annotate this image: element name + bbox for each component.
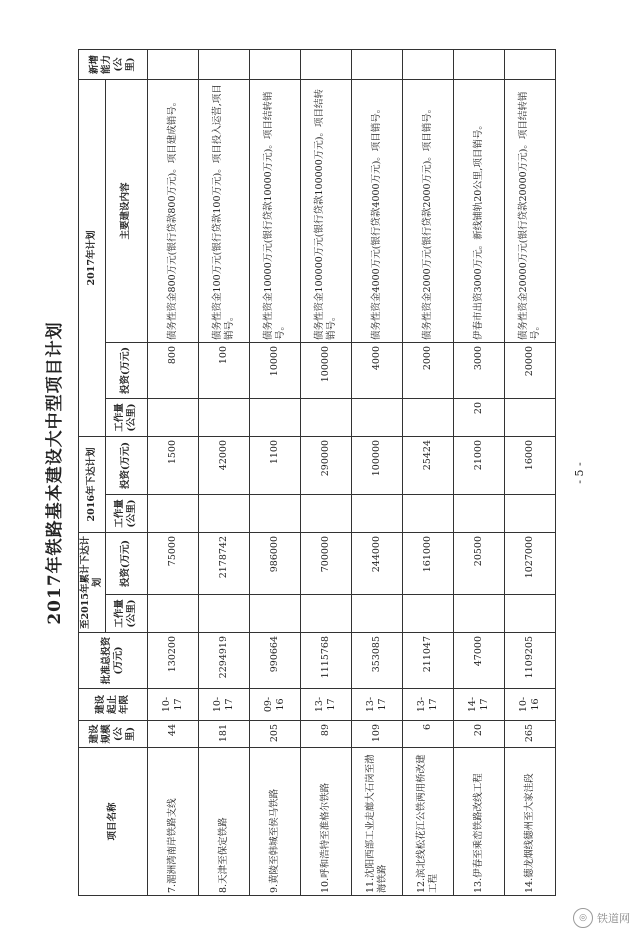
table-row (402, 49, 453, 895)
cum-investment-cell: 700000 (300, 532, 351, 594)
header-project-name: 项目名称 (79, 748, 148, 896)
approved-total-cell: 211047 (402, 633, 453, 689)
new-capacity-cell (249, 49, 300, 79)
cum-workload-cell (351, 595, 402, 633)
watermark (573, 908, 630, 928)
table-row (198, 49, 249, 895)
header-2016-workload: 工作量(公里) (105, 494, 147, 532)
header-cumulative-group: 至2015年累计下达计划 (79, 532, 106, 632)
main-content-cell: 债务性资金10000万元(银行贷款10000万元)。项目结转销号。 (249, 79, 300, 342)
build-scale-cell: 109 (351, 721, 402, 748)
approved-total-cell: 990664 (249, 633, 300, 689)
approved-total-cell: 47000 (453, 633, 504, 689)
main-content-cell: 债务性资金100万元(银行贷款100万元)。项目投入运营,项目销号。 (198, 79, 249, 342)
cum-investment-cell: 20500 (453, 532, 504, 594)
y2017-workload-cell (402, 398, 453, 436)
y2016-investment-cell: 1100 (249, 436, 300, 494)
build-years-cell: 10-17 (198, 689, 249, 721)
project-name-cell: 10.呼和浩特至准格尔铁路 (300, 748, 351, 896)
y2016-investment-cell: 1500 (147, 436, 198, 494)
cum-workload-cell (402, 595, 453, 633)
y2017-workload-cell (504, 398, 555, 436)
header-cum-investment: 投资(万元) (105, 532, 147, 594)
header-2017-workload: 工作量(公里) (105, 398, 147, 436)
table-row (249, 49, 300, 895)
y2017-workload-cell (147, 398, 198, 436)
new-capacity-cell (198, 49, 249, 79)
new-capacity-cell (402, 49, 453, 79)
y2017-investment-cell: 2000 (402, 342, 453, 398)
main-content-cell: 债务性资金20000万元(银行贷款20000万元)。项目结转销号。 (504, 79, 555, 342)
build-scale-cell: 44 (147, 721, 198, 748)
project-name-cell: 7.湄洲湾南岸铁路支线 (147, 748, 198, 896)
header-approved-total: 批准总投资(万元) (79, 633, 148, 689)
y2016-investment-cell: 100000 (351, 436, 402, 494)
y2017-investment-cell: 100 (198, 342, 249, 398)
build-years-cell: 10-17 (147, 689, 198, 721)
cum-investment-cell: 986000 (249, 532, 300, 594)
y2016-investment-cell: 290000 (300, 436, 351, 494)
new-capacity-cell (351, 49, 402, 79)
y2017-investment-cell: 100000 (300, 342, 351, 398)
document-title: 2017年铁路基本建设大中型项目计划 (45, 321, 65, 625)
project-name-cell: 8.天津至保定铁路 (198, 748, 249, 896)
build-scale-cell: 20 (453, 721, 504, 748)
header-2017-investment: 投资(万元) (105, 342, 147, 398)
approved-total-cell: 130200 (147, 633, 198, 689)
y2016-workload-cell (300, 494, 351, 532)
cum-investment-cell: 1027000 (504, 532, 555, 594)
y2017-workload-cell: 20 (453, 398, 504, 436)
cum-workload-cell (198, 595, 249, 633)
header-build-scale: 建设规模(公里) (79, 721, 148, 748)
y2016-workload-cell (453, 494, 504, 532)
y2017-investment-cell: 4000 (351, 342, 402, 398)
new-capacity-cell (453, 49, 504, 79)
build-years-cell: 13-17 (300, 689, 351, 721)
header-new-capacity: 新增能力(公里) (79, 49, 148, 79)
build-scale-cell: 205 (249, 721, 300, 748)
watermark-text: 铁道网 (597, 912, 630, 925)
header-cum-workload: 工作量(公里) (105, 595, 147, 633)
table-row (351, 49, 402, 895)
header-2016-group: 2016年下达计划 (79, 436, 106, 532)
approved-total-cell: 1115768 (300, 633, 351, 689)
railway-logo-icon: ◎ (573, 908, 593, 928)
new-capacity-cell (147, 49, 198, 79)
y2017-investment-cell: 20000 (504, 342, 555, 398)
header-build-years: 建设起止年限 (79, 689, 148, 721)
main-content-cell: 债务性资金800万元(银行贷款800万元)。项目建成销号。 (147, 79, 198, 342)
table-row (300, 49, 351, 895)
cum-workload-cell (504, 595, 555, 633)
approved-total-cell: 1109205 (504, 633, 555, 689)
main-content-cell: 债务性资金4000万元(银行贷款4000万元)。项目销号。 (351, 79, 402, 342)
y2016-workload-cell (198, 494, 249, 532)
project-plan-table (78, 49, 556, 896)
header-2017-group: 2017年计划 (79, 79, 106, 436)
project-name-cell: 12.滨北线松花江公铁两用桥改建工程 (402, 748, 453, 896)
build-years-cell: 09-16 (249, 689, 300, 721)
main-content-cell: 债务性资金2000万元(银行贷款2000万元)。项目销号。 (402, 79, 453, 342)
cum-workload-cell (147, 595, 198, 633)
build-scale-cell: 89 (300, 721, 351, 748)
build-scale-cell: 181 (198, 721, 249, 748)
build-years-cell: 13-17 (351, 689, 402, 721)
y2016-investment-cell: 16000 (504, 436, 555, 494)
approved-total-cell: 2294919 (198, 633, 249, 689)
page-number: - 5 - (573, 462, 586, 484)
cum-investment-cell: 2178742 (198, 532, 249, 594)
y2016-workload-cell (351, 494, 402, 532)
y2017-investment-cell: 10000 (249, 342, 300, 398)
y2016-workload-cell (249, 494, 300, 532)
table-row (453, 49, 504, 895)
header-main-content: 主要建设内容 (105, 79, 147, 342)
cum-investment-cell: 75000 (147, 532, 198, 594)
y2017-workload-cell (198, 398, 249, 436)
build-years-cell: 13-17 (402, 689, 453, 721)
y2017-workload-cell (249, 398, 300, 436)
build-scale-cell: 265 (504, 721, 555, 748)
build-years-cell: 14-17 (453, 689, 504, 721)
y2017-investment-cell: 800 (147, 342, 198, 398)
cum-workload-cell (300, 595, 351, 633)
project-name-cell: 13.伊春至乘峦铁路改线工程 (453, 748, 504, 896)
y2016-investment-cell: 21000 (453, 436, 504, 494)
y2017-investment-cell: 3000 (453, 342, 504, 398)
new-capacity-cell (504, 49, 555, 79)
header-2016-investment: 投资(万元) (105, 436, 147, 494)
y2016-workload-cell (147, 494, 198, 532)
build-years-cell: 10-16 (504, 689, 555, 721)
project-name-cell: 14.德龙烟线德州至大家洼段 (504, 748, 555, 896)
build-scale-cell: 6 (402, 721, 453, 748)
y2016-workload-cell (504, 494, 555, 532)
cum-workload-cell (453, 595, 504, 633)
project-name-cell: 9.黄陵至韩城至侯马铁路 (249, 748, 300, 896)
project-name-cell: 11.沈阳西部工业走廊大石岗至渤海铁路 (351, 748, 402, 896)
approved-total-cell: 353085 (351, 633, 402, 689)
cum-investment-cell: 161000 (402, 532, 453, 594)
y2016-investment-cell: 42000 (198, 436, 249, 494)
table-row (504, 49, 555, 895)
cum-investment-cell: 244000 (351, 532, 402, 594)
y2017-workload-cell (351, 398, 402, 436)
y2016-investment-cell: 25424 (402, 436, 453, 494)
rotated-page (40, 50, 600, 896)
cum-workload-cell (249, 595, 300, 633)
new-capacity-cell (300, 49, 351, 79)
main-content-cell: 伊春市出资3000万元。新线铺轨20公里,项目销号。 (453, 79, 504, 342)
y2016-workload-cell (402, 494, 453, 532)
y2017-workload-cell (300, 398, 351, 436)
table-row (147, 49, 198, 895)
main-content-cell: 债务性资金100000万元(银行贷款100000万元)。项目结转销号。 (300, 79, 351, 342)
